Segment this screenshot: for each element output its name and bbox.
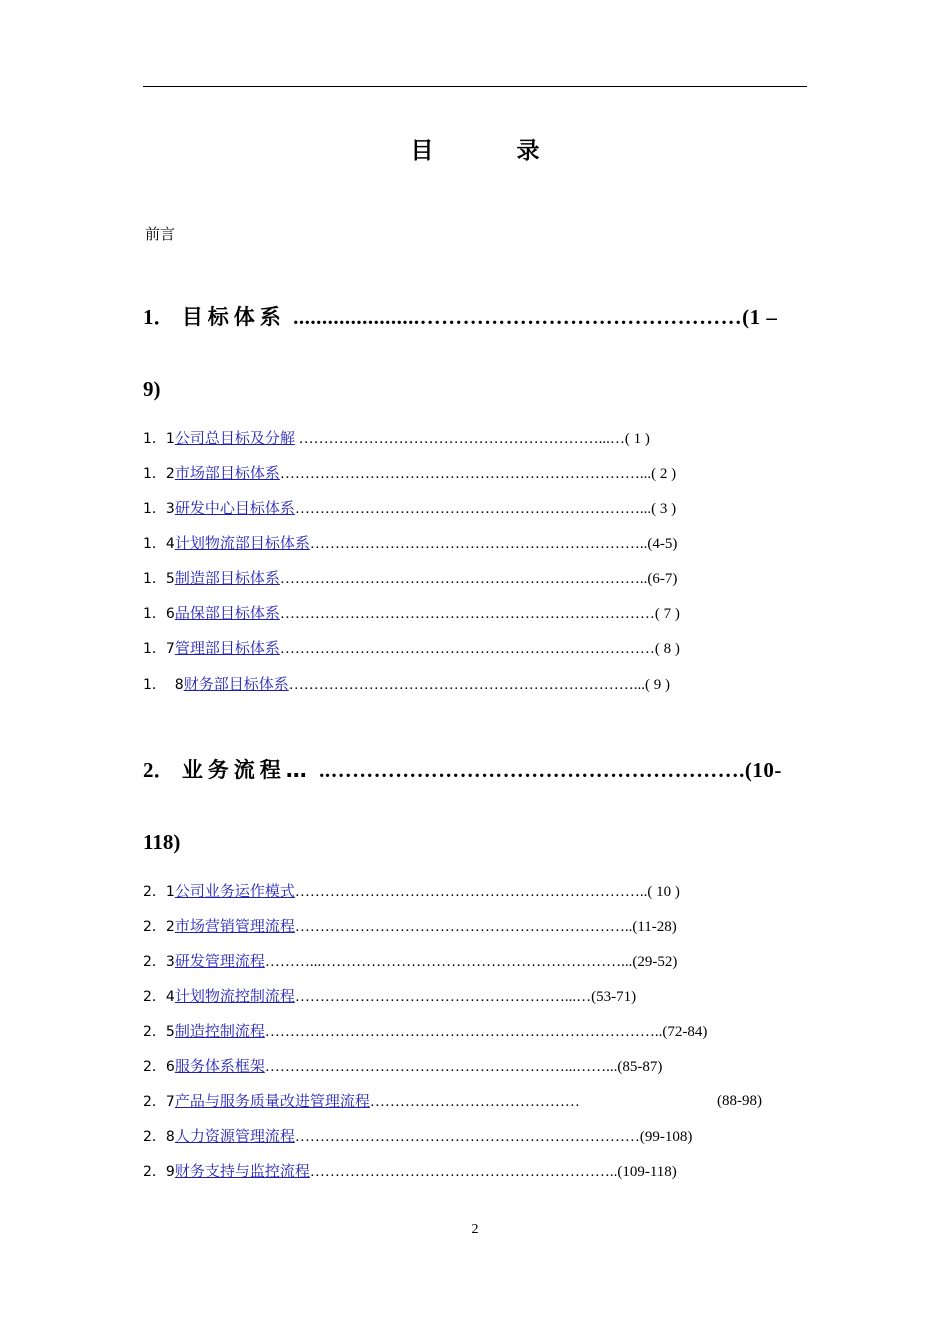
entry-leader: ………………………………………………………………...( 2 ) — [279, 466, 677, 482]
toc-entry — [143, 916, 677, 937]
entry-index: 2．5 — [143, 1024, 175, 1040]
section-leader: ..………………………………………………….(10- — [319, 758, 782, 782]
entry-leader: …………………………………………………………………( 7 ) — [279, 606, 680, 622]
entry-leader: …………………………………………………………..(11-28) — [294, 919, 677, 935]
entry-index: 1．7 — [143, 641, 175, 657]
header-rule — [143, 86, 807, 87]
toc-link[interactable]: 财务部目标体系 — [183, 675, 289, 693]
toc-link[interactable]: 公司总目标及分解 — [174, 429, 295, 447]
toc-entry — [143, 1091, 580, 1112]
entry-index: 2．4 — [143, 989, 175, 1005]
entry-leader: …………………………………………………………………( 8 ) — [279, 641, 680, 657]
entry-leader: ………………………………………………………………..(6-7) — [279, 571, 678, 587]
toc-entry — [143, 498, 676, 519]
entry-index: 2．2 — [143, 919, 175, 935]
toc-entry — [143, 428, 650, 449]
page-number: 2 — [471, 1222, 479, 1237]
entry-leader: ………………………………………………...…(53-71) — [294, 989, 637, 1005]
toc-link[interactable]: 服务体系框架 — [174, 1057, 265, 1075]
section-heading-1-continued: 9) — [143, 377, 161, 401]
toc-link[interactable]: 产品与服务质量改进管理流程 — [174, 1092, 370, 1110]
entry-index: 2．7 — [143, 1094, 175, 1110]
toc-entry — [143, 1021, 707, 1042]
toc-link[interactable]: 研发中心目标体系 — [174, 499, 295, 517]
entry-leader: ………...……………………………………………………...(29-52) — [264, 954, 678, 970]
toc-link[interactable]: 制造控制流程 — [174, 1022, 265, 1040]
entry-index: 1．6 — [143, 606, 175, 622]
section-heading-1 — [143, 301, 807, 331]
toc-link[interactable]: 管理部目标体系 — [174, 639, 280, 657]
entry-index: 2．1 — [143, 884, 175, 900]
section-title: 目标体系 — [181, 305, 286, 329]
toc-entry — [143, 986, 636, 1007]
toc-entry — [143, 1056, 662, 1077]
toc-link[interactable]: 公司业务运作模式 — [174, 882, 295, 900]
section-leader: ......................………………………………………(1 – — [293, 305, 778, 329]
toc-entry — [143, 881, 680, 902]
entry-leader: ……………………………………………………..(109-118) — [309, 1164, 677, 1180]
entry-leader: ……………………………………………………………...( 9 ) — [288, 677, 670, 693]
entry-index: 1．3 — [143, 501, 175, 517]
entry-leader: …………………………………………………………..(4-5) — [309, 536, 678, 552]
section-heading-2-continued: 118) — [143, 830, 181, 854]
entry-leader: ……………………………………………………………(99-108) — [294, 1129, 693, 1145]
toc-entry — [143, 603, 680, 624]
entry-leader: ……………………………………………………...…( 1 ) — [294, 431, 650, 447]
toc-entry — [143, 1126, 692, 1147]
toc-entry — [143, 533, 677, 554]
toc-link[interactable]: 市场营销管理流程 — [174, 917, 295, 935]
entry-leader: ……………………………………………………...……...(85-87) — [264, 1059, 663, 1075]
entry-leader: ……………………………………………………………………..(72-84) — [264, 1024, 708, 1040]
entry-leader: …………………………………… — [369, 1094, 580, 1110]
entry-index: 1．2 — [143, 466, 175, 482]
toc-entry — [143, 1161, 677, 1182]
toc-entry — [143, 568, 677, 589]
toc-link[interactable]: 研发管理流程 — [174, 952, 265, 970]
toc-entry — [143, 951, 677, 972]
toc-entry — [143, 674, 670, 695]
page-title: 目 录 — [410, 138, 570, 164]
toc-entry-page: (88-98) — [717, 1093, 762, 1109]
entry-index: 1．4 — [143, 536, 175, 552]
toc-link[interactable]: 市场部目标体系 — [174, 464, 280, 482]
entry-index: 1．5 — [143, 571, 175, 587]
toc-link[interactable]: 财务支持与监控流程 — [174, 1162, 310, 1180]
preface-label: 前言 — [145, 225, 176, 243]
entry-index: 2．3 — [143, 954, 175, 970]
section-title: 业务流程… — [181, 758, 312, 782]
toc-link[interactable]: 计划物流控制流程 — [174, 987, 295, 1005]
section-number: 2． — [143, 758, 175, 782]
entry-index: 2．8 — [143, 1129, 175, 1145]
toc-link[interactable]: 人力资源管理流程 — [174, 1127, 295, 1145]
toc-link[interactable]: 品保部目标体系 — [174, 604, 280, 622]
entry-index: 1． 8 — [143, 677, 184, 693]
entry-index: 2．6 — [143, 1059, 175, 1075]
toc-link[interactable]: 制造部目标体系 — [174, 569, 280, 587]
entry-index: 1．1 — [143, 431, 175, 447]
toc-entry — [143, 638, 680, 659]
section-heading-2 — [143, 754, 807, 784]
entry-leader: ……………………………………………………………..( 10 ) — [294, 884, 680, 900]
toc-link[interactable]: 计划物流部目标体系 — [174, 534, 310, 552]
entry-leader: ……………………………………………………………...( 3 ) — [294, 501, 677, 517]
section-number: 1． — [143, 305, 175, 329]
toc-entry — [143, 463, 676, 484]
entry-index: 2．9 — [143, 1164, 175, 1180]
